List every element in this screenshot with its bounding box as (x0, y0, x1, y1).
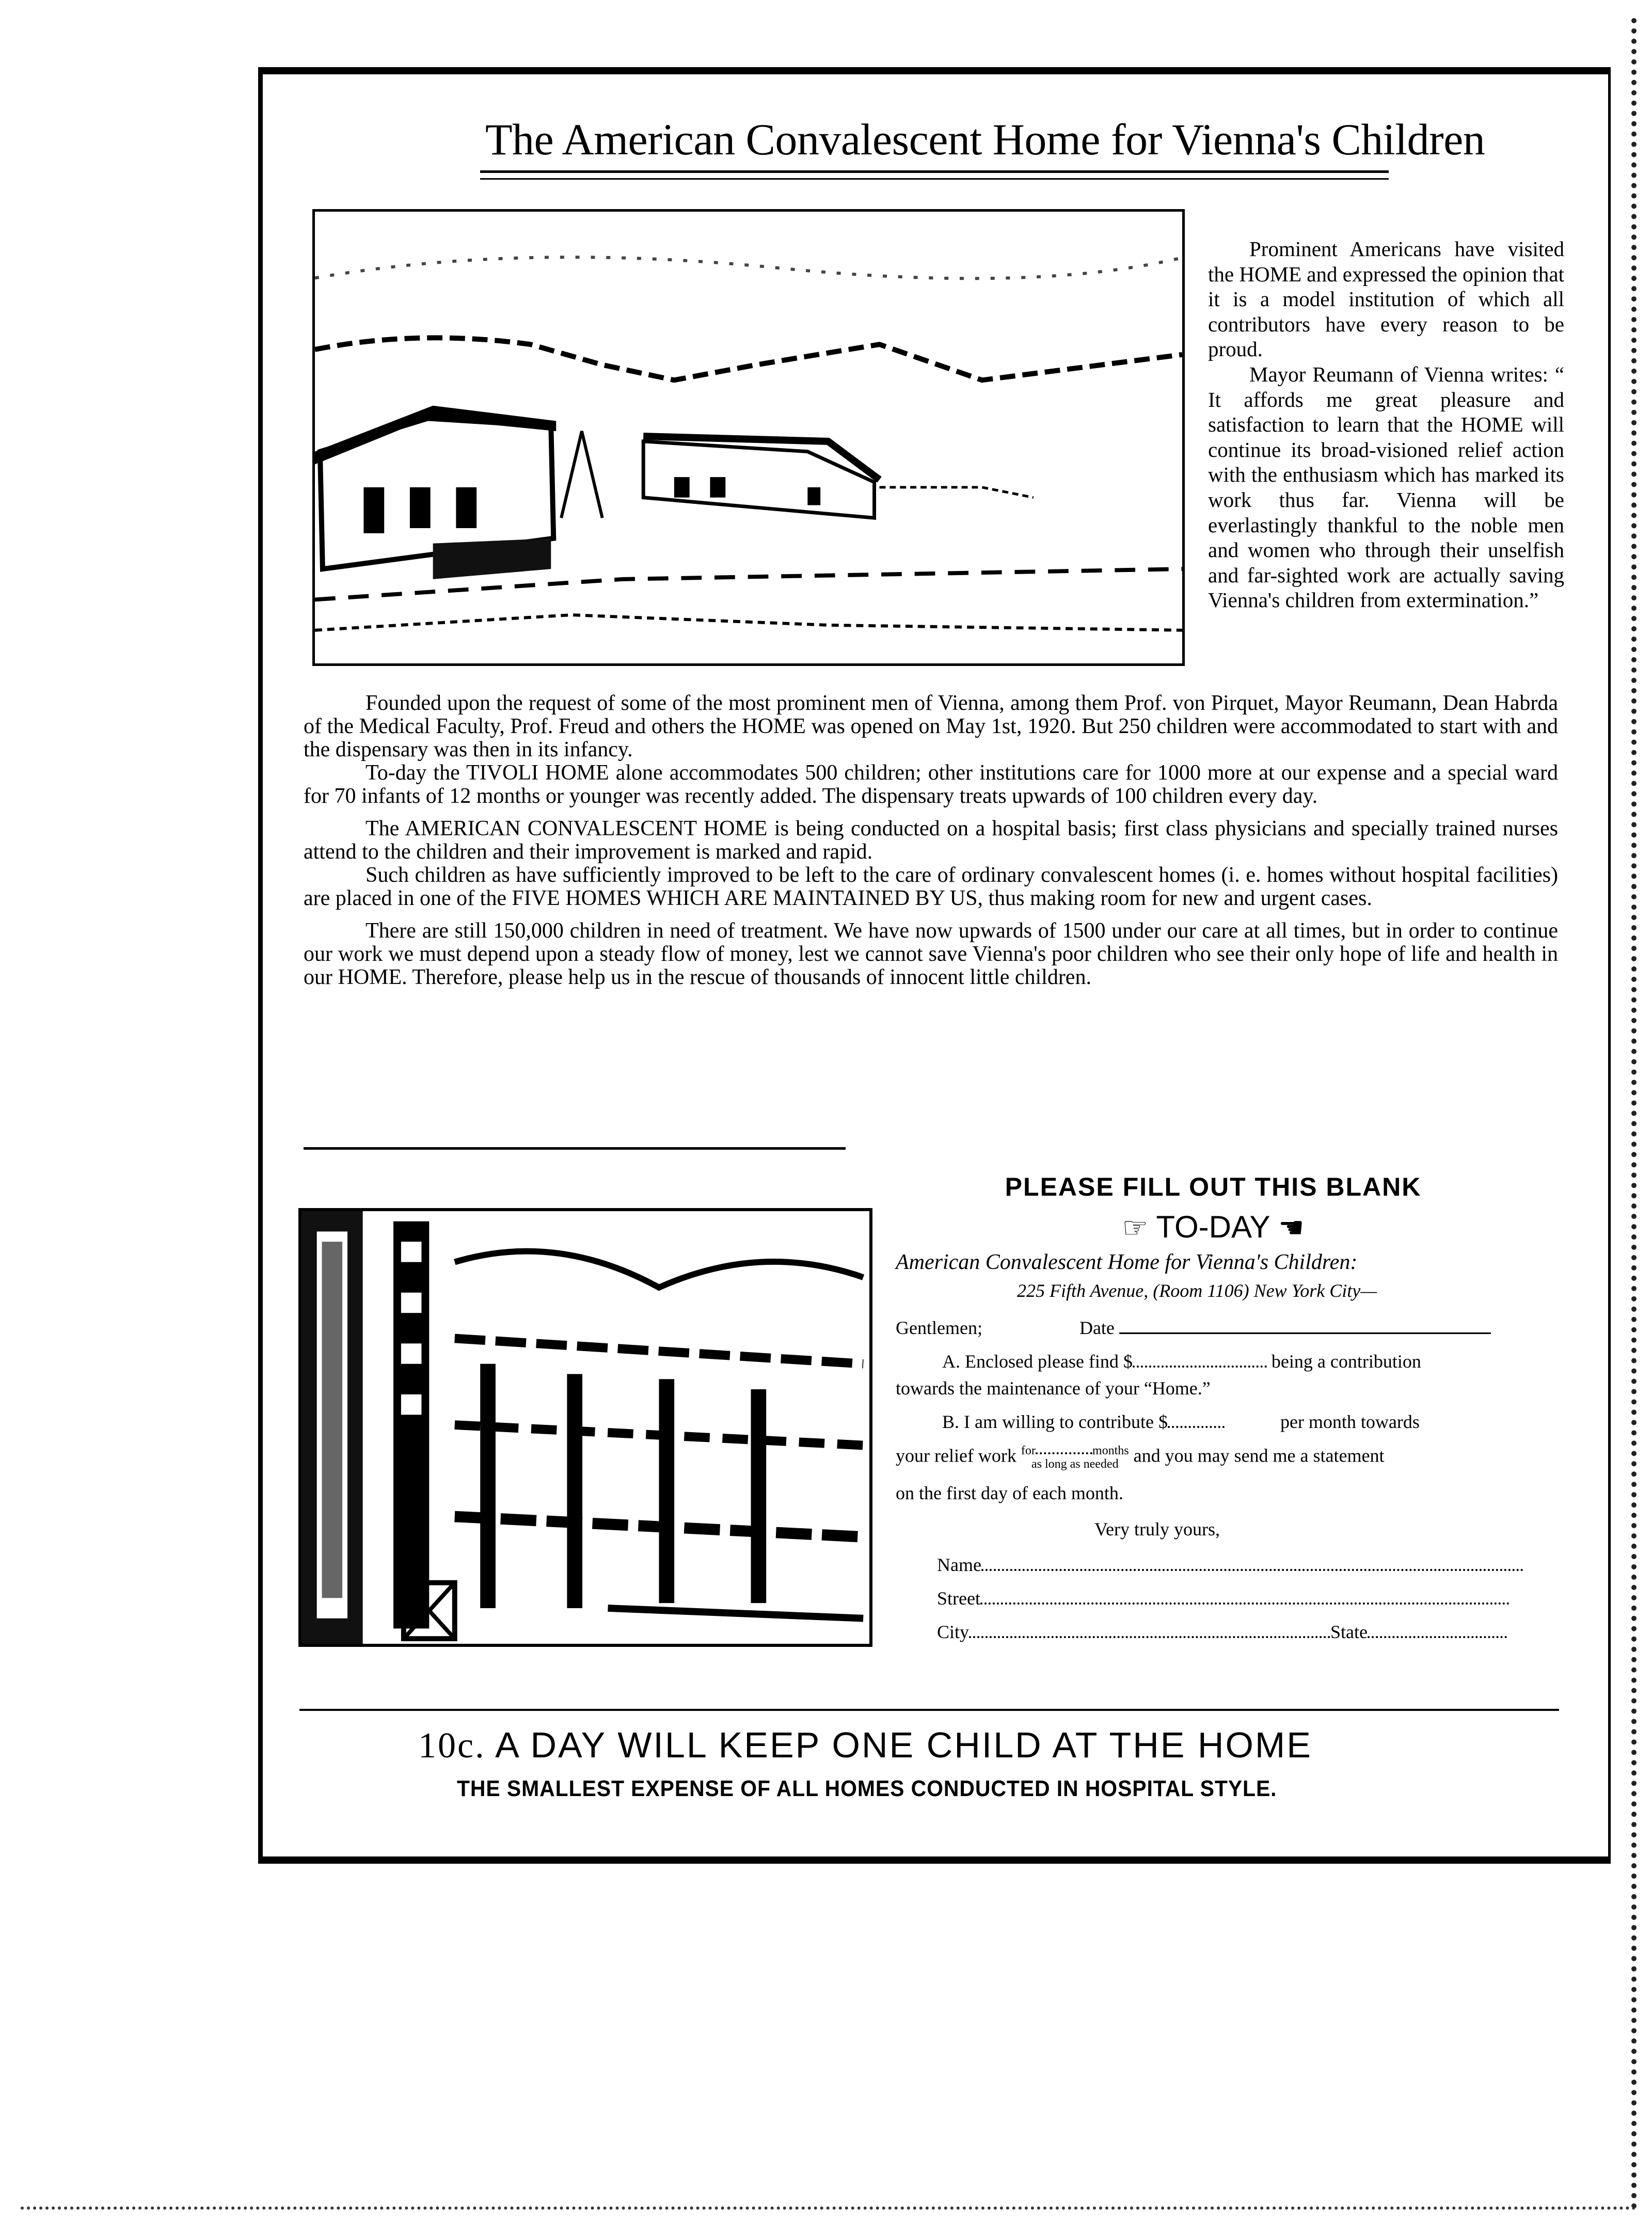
state-field[interactable] (1368, 1621, 1507, 1638)
today-label: TO-DAY (1156, 1210, 1270, 1244)
name-row (937, 1553, 1567, 1576)
slogan-sub: THE SMALLEST EXPENSE OF ALL HOMES CONDUCTED IN HOSPITAL STYLE. (457, 1776, 1277, 1801)
closing: Very truly yours, (1094, 1519, 1220, 1539)
body-paragraph: Such children as have sufficiently improved to be left to the care of ordinary convalescent homes (i. e. homes without hospital facilities) are placed in one of the FIVE HOMES WHICH ARE MAINTAINED BY US, thus making room for new and urgent cases. (304, 863, 1558, 910)
street-row (937, 1587, 1567, 1609)
testimonial-column (1208, 236, 1564, 613)
contribution-form (896, 1172, 1567, 1643)
form-today (896, 1209, 1531, 1245)
body-paragraph: There are still 150,000 children in need of treatment. We have now upwards of 1500 under our care at all times, but in order to continue our work we must depend upon a steady flow of money, lest we cannot save Vienna's poor children who see their only hope of life and health in our HOME. Therefore, please help us in the rescue of thousands of innocent little children. (304, 919, 1558, 989)
slogan-price: 10c. (418, 1726, 486, 1766)
home-exterior-photo (312, 209, 1185, 666)
appeal-underline (304, 1147, 846, 1150)
months-label: months (1092, 1444, 1129, 1457)
name-label: Name (937, 1554, 981, 1575)
option-b-row-2 (896, 1444, 1567, 1471)
slogan-text: A DAY WILL KEEP ONE CHILD AT THE HOME (495, 1725, 1312, 1765)
months-field[interactable] (1036, 1445, 1092, 1454)
monthly-amount-field[interactable] (1168, 1410, 1225, 1428)
slogan-main (418, 1724, 1312, 1767)
option-a-prefix: A. (942, 1351, 960, 1372)
option-b-text-5: on the first day of each month. (896, 1483, 1123, 1503)
option-a-text: Enclosed please find $ (965, 1351, 1133, 1372)
article-body (304, 692, 1558, 989)
for-label: for (1021, 1444, 1036, 1457)
mayor-quote: Mayor Reumann of Vienna writes: “ It affords me great pleasure and satisfaction to learn that the HOME will continue its broad-visioned relief action with the enthusiasm which has marked its work thus far. Vienna will be everlastingly thankful to the noble men and women who through their unselfish and far-sighted work are actually saving Vienna's children from extermination.” (1208, 362, 1564, 612)
duration-choice[interactable] (1021, 1444, 1129, 1471)
date-field[interactable] (1119, 1317, 1491, 1334)
option-b-text: I am willing to contribute $ (964, 1411, 1168, 1432)
gentlemen-label: Gentlemen; (896, 1318, 982, 1338)
city-field[interactable] (969, 1621, 1330, 1638)
form-date-row (896, 1317, 1567, 1339)
state-label: State (1330, 1622, 1368, 1642)
body-paragraph: The AMERICAN CONVALESCENT HOME is being conducted on a hospital basis; first class physicians and specially trained nurses attend to the children and their improvement is marked and rapid. (304, 817, 1558, 864)
street-label: Street (937, 1588, 980, 1609)
form-heading: PLEASE FILL OUT THIS BLANK (1005, 1172, 1422, 1201)
title-rule (480, 170, 1389, 173)
option-a-text-2: being a contribution (1271, 1351, 1421, 1372)
form-organization: American Convalescent Home for Vienna's Children: (896, 1250, 1358, 1274)
body-paragraph: To-day the TIVOLI HOME alone accommodates 500 children; other institutions care for 1000 more at our expense and a special ward for 70 infants of 12 months or younger was recently added. The dispensary treats upwards of 100 children every day. (304, 761, 1558, 808)
option-b-text-3: your relief work (896, 1445, 1016, 1466)
home-interior-photo (298, 1208, 872, 1647)
city-label: City (937, 1622, 970, 1642)
option-b-text-2: per month towards (1280, 1411, 1420, 1432)
street-field[interactable] (980, 1587, 1510, 1605)
footer-rule (299, 1709, 1559, 1711)
option-b-row-3 (896, 1482, 1567, 1504)
name-field[interactable] (981, 1553, 1523, 1571)
city-row (937, 1621, 1567, 1643)
title-rule-double (480, 178, 1389, 180)
date-label: Date (1079, 1318, 1115, 1338)
option-a-text-3: towards the maintenance of your “Home.” (896, 1378, 1211, 1399)
option-b-text-4: and you may send me a statement (1133, 1445, 1385, 1466)
as-long-label: as long as needed (1031, 1457, 1119, 1471)
form-address: 225 Fifth Avenue, (Room 1106) New York City— (1017, 1280, 1377, 1301)
option-a-row (942, 1350, 1567, 1372)
pointing-hand-left-icon: ☚ (1278, 1211, 1305, 1244)
body-paragraph: Founded upon the request of some of the most prominent men of Vienna, among them Prof. von Pirquet, Mayor Reumann, Dean Habrda of the Medical Faculty, Prof. Freud and others the HOME was opened on May 1st, 1920. But 250 children were accommodated to start with and the dispensary was then in its infancy. (304, 691, 1558, 761)
testimonial-intro: Prominent Americans have visited the HOME and expressed the opinion that it is a model institution of which all contributors have every reason to be proud. (1208, 237, 1565, 361)
option-a-row-2 (896, 1377, 1567, 1399)
option-b-prefix: B. (942, 1411, 960, 1432)
option-b-row (942, 1410, 1567, 1433)
page-title: The American Convalescent Home for Vienna's Children (485, 115, 1485, 164)
pointing-hand-icon: ☞ (1122, 1211, 1148, 1244)
amount-field[interactable] (1133, 1350, 1267, 1368)
